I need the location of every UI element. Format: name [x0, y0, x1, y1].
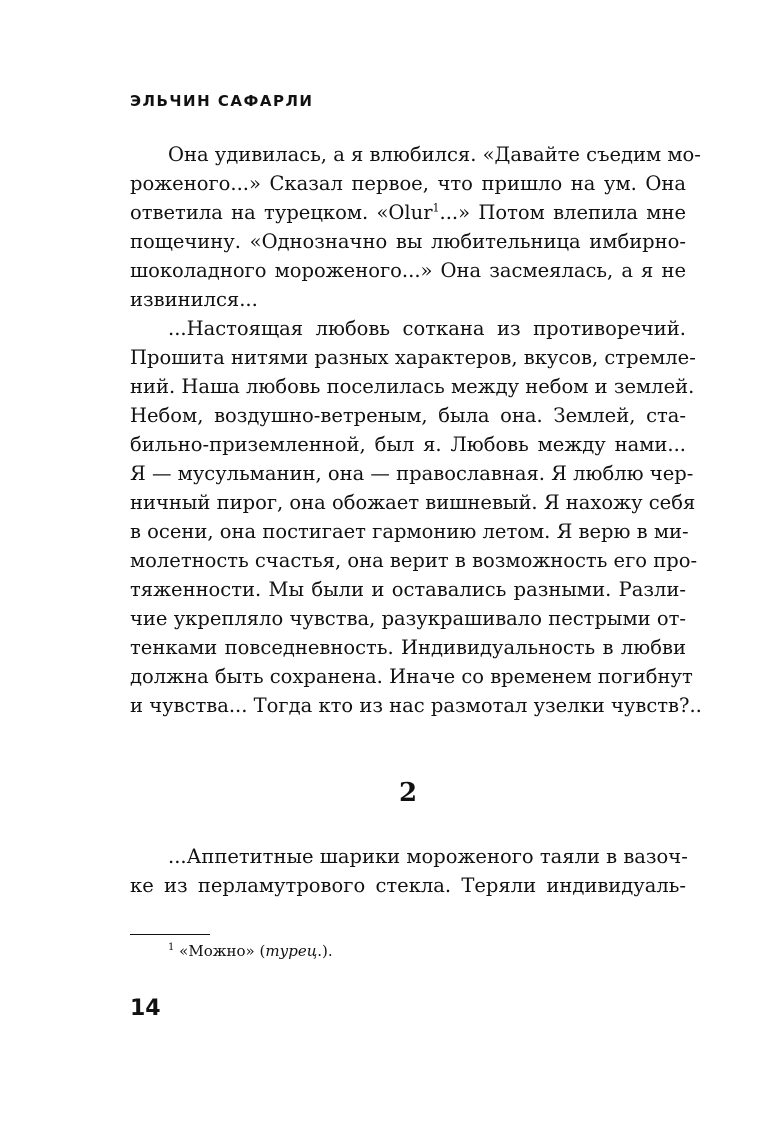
text-line: шоколадного мороженого...» Она засмеялась, а я не — [130, 259, 686, 282]
text-line: ничный пирог, она обожает вишневый. Я нахожу себя — [130, 491, 696, 514]
chapter-text — [130, 842, 686, 900]
footnote — [168, 942, 333, 960]
text-line: ...Аппетитные шарики мороженого таяли в вазоч- — [168, 845, 688, 868]
text-fragment: ...» Потом влепила мне — [439, 201, 686, 224]
text-fragment: ответила на турецком. «Olur — [130, 201, 433, 224]
page-number: 14 — [130, 996, 161, 1021]
text-line: Я — мусульманин, она — православная. Я люблю чер- — [130, 462, 694, 485]
footnote-italic: турец — [265, 942, 318, 960]
footnote-text: «Можно» ( — [179, 942, 266, 960]
text-line: роженого...» Сказал первое, что пришло на ум. Она — [130, 172, 686, 195]
running-head: ЭЛЬЧИН САФАРЛИ — [130, 92, 314, 110]
chapter-number: 2 — [398, 778, 418, 808]
text-line: извинился... — [130, 288, 258, 311]
text-line — [130, 198, 686, 227]
text-line: в осени, она постигает гармонию летом. Я верю в ми- — [130, 520, 689, 543]
text-line: ке из перламутрового стекла. Теряли индивидуаль- — [130, 874, 686, 897]
text-line: тяженности. Мы были и оставались разными. Разли- — [130, 578, 686, 601]
footnote-number: 1 — [168, 942, 175, 953]
text-line: бильно-приземленной, был я. Любовь между нами... — [130, 433, 686, 456]
text-line: Прошита нитями разных характеров, вкусов, стремле- — [130, 346, 696, 369]
text-line: и чувства... Тогда кто из нас размотал узелки чувств?.. — [130, 694, 702, 717]
text-line: молетность счастья, она верит в возможность его про- — [130, 549, 698, 572]
main-text — [130, 140, 702, 720]
text-line: тенками повседневность. Индивидуальность в любви — [130, 636, 686, 659]
text-line: должна быть сохранена. Иначе со временем погибнут — [130, 665, 693, 688]
footnote-divider — [130, 934, 210, 935]
text-line: Она удивилась, а я влюбился. «Давайте съедим мо- — [168, 143, 701, 166]
text-line: Небом, воздушно-ветреным, была она. Землей, ста- — [130, 404, 686, 427]
text-line: чие укрепляло чувства, разукрашивало пестрыми от- — [130, 607, 686, 630]
text-line: пощечину. «Однозначно вы любительница имбирно- — [130, 230, 686, 253]
text-line: ний. Наша любовь поселилась между небом и землей. — [130, 375, 695, 398]
footnote-text-end: .). — [317, 942, 333, 960]
footnote-marker: 1 — [432, 201, 440, 215]
text-line: ...Настоящая любовь соткана из противоречий. — [168, 317, 686, 340]
